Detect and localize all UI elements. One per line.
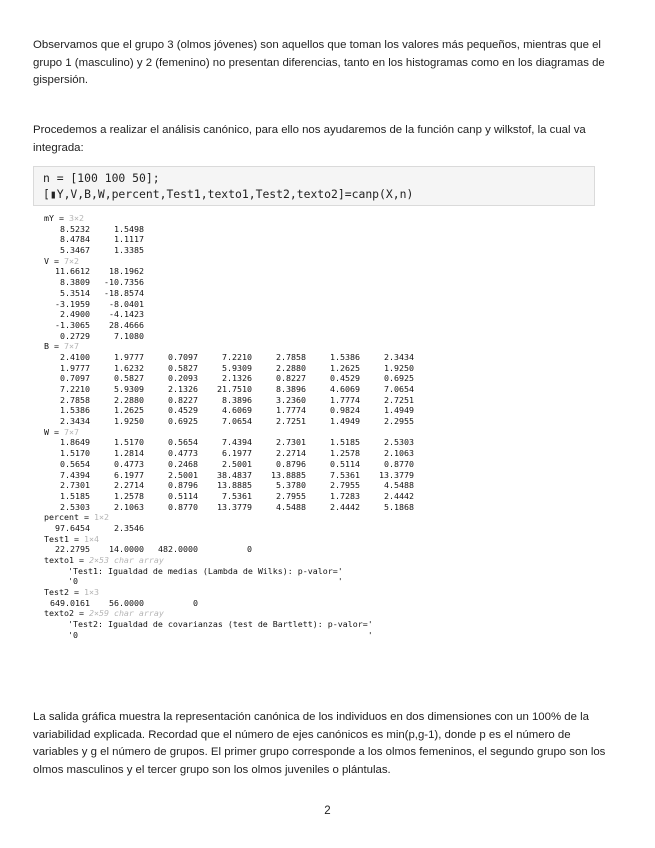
matrix-cell: 2.2714: [114, 480, 144, 491]
matrix-cell: 0.8770: [168, 501, 198, 512]
matrix-cell: -18.8574: [104, 287, 144, 298]
var-header-percent: [44, 512, 414, 523]
matrix-cell: 2.3434: [60, 416, 90, 427]
matrix-cell: 5.1868: [384, 501, 414, 512]
matrix-cell: 6.1977: [114, 469, 144, 480]
matrix-cell: 7.5361: [330, 469, 360, 480]
var-dims: 2×59 char array: [88, 608, 164, 619]
matrix-cell: 8.3809: [60, 277, 90, 288]
matrix-cell: 1.5386: [60, 405, 90, 416]
matrix-cell: 1.2578: [330, 448, 360, 459]
matrix-cell: 2.2714: [276, 448, 306, 459]
matrix-row: [44, 416, 414, 427]
matrix-cell: 5.3467: [60, 245, 90, 256]
matrix-cell: 1.4949: [384, 405, 414, 416]
matrix-cell: 2.7858: [60, 394, 90, 405]
matrix-cell: 1.1117: [114, 234, 144, 245]
matrix-cell: 2.2955: [384, 416, 414, 427]
matrix-cell: 2.1326: [168, 384, 198, 394]
matrix-cell: 0.4529: [330, 373, 360, 384]
matrix-cell: 2.4442: [384, 490, 414, 501]
matrix-cell: 38.4837: [217, 469, 252, 480]
char-array-line: '0 ': [68, 629, 373, 640]
var-name: texto2 =: [44, 608, 89, 619]
matrix-cell: 0.7097: [60, 373, 90, 384]
matrix-cell: 1.9250: [384, 362, 414, 373]
matrix-cell: 4.6069: [222, 405, 252, 416]
matrix-cell: 2.5303: [384, 437, 414, 448]
matrix-cell: 2.4900: [60, 309, 90, 320]
matrix-cell: 13.8885: [217, 480, 252, 491]
matrix-row: [44, 309, 414, 320]
matrix-cell: 4.5488: [276, 501, 306, 512]
matrix-cell: 7.0654: [384, 384, 414, 394]
matrix-row: [44, 245, 414, 256]
matrix-row: [44, 277, 414, 288]
matrix-cell: 1.3385: [114, 245, 144, 256]
matrix-cell: 1.7283: [330, 490, 360, 501]
matrix-cell: 5.9309: [222, 362, 252, 373]
matrix-cell: 0.8770: [384, 458, 414, 469]
matrix-cell: 1.5185: [60, 490, 90, 501]
matrix-cell: 7.4394: [222, 437, 252, 448]
matrix-cell: 1.7774: [276, 405, 306, 416]
matrix-row: [44, 352, 414, 363]
matrix-cell: 1.6232: [114, 362, 144, 373]
matrix-row: [44, 224, 414, 235]
matrix-cell: 97.6454: [55, 522, 90, 533]
paragraph-procedure: Procedemos a realizar el análisis canónico, para ello nos ayudaremos de la función canp y wilkstof, la cual va integrada:: [33, 124, 586, 154]
matrix-cell: 2.5001: [168, 469, 198, 480]
matrix-row: [44, 373, 414, 384]
matrix-cell: 2.7251: [276, 416, 306, 427]
matrix-cell: 2.7858: [276, 351, 306, 362]
var-header-my: [44, 213, 414, 224]
var-dims: 7×7: [63, 426, 79, 437]
matrix-cell: 2.1063: [384, 448, 414, 459]
var-dims: 1×2: [93, 512, 109, 523]
matrix-cell: 7.2210: [222, 351, 252, 362]
matrix-row: [44, 448, 414, 459]
matrix-row: [44, 405, 414, 416]
matrix-row: [44, 266, 414, 277]
matrix-cell: -10.7356: [104, 277, 144, 288]
var-header-texto1: [44, 555, 414, 566]
code-line-2: [▮Y,V,B,W,percent,Test1,texto1,Test2,texto2]=canp(X,n): [43, 186, 414, 201]
var-header-w: [44, 427, 414, 438]
matrix-cell: 0: [247, 544, 252, 555]
char-array-line: 'Test2: Igualdad de covarianzas (test de Bartlett): p-valor=': [68, 619, 373, 630]
var-header-texto2: [44, 608, 414, 619]
matrix-cell: 5.3514: [60, 287, 90, 298]
var-header-test2: [44, 587, 414, 598]
matrix-cell: 0.8227: [168, 394, 198, 405]
var-name: Test1 =: [44, 533, 84, 544]
matrix-cell: 2.3546: [114, 522, 144, 533]
matrix-cell: 0.5827: [114, 373, 144, 384]
matrix-cell: 0.5114: [330, 458, 360, 469]
matrix-cell: 0.8227: [276, 373, 306, 384]
matrix-cell: 5.3780: [276, 480, 306, 491]
paragraph-graphical-output: La salida gráfica muestra la representación canónica de los individuos en dos dimensiones con un 100% de la variabilidad explicada. Recordad que el número de ejes canónicos es min(p,g-1), donde p es el número de variables y g el número de grupos. El primer grupo corresponde a los olmos femeninos, el segundo grupo son los olmos masculinos y el tercer grupo son los olmos juveniles o plántulas.: [33, 711, 606, 776]
matrix-row: [44, 459, 414, 470]
matrix-cell: 1.5170: [114, 437, 144, 448]
matrix-cell: 2.2880: [114, 394, 144, 405]
var-name: texto1 =: [44, 555, 89, 565]
matrix-row: [44, 437, 414, 448]
char-array-line: '0 ': [68, 576, 343, 587]
matrix-cell: 13.3779: [379, 469, 414, 480]
matrix-cell: 2.7955: [330, 480, 360, 491]
matrix-cell: 18.1962: [109, 266, 144, 277]
paragraph-observation: Observamos que el grupo 3 (olmos jóvenes) son aquellos que toman los valores más pequeños, mientras que el grupo 1 (masculino) y 2 (femenino) no presentan diferencias, tanto en los histogramas como en los diagramas de gispersión.: [33, 39, 605, 87]
matrix-cell: 1.2625: [330, 362, 360, 373]
var-header-test1: [44, 534, 414, 545]
matrix-cell: -8.0401: [109, 298, 144, 309]
matrix-cell: 1.9777: [114, 351, 144, 362]
var-name: V =: [44, 255, 64, 266]
var-name: W =: [44, 426, 64, 437]
matrix-cell: 0.5827: [168, 362, 198, 373]
char-array-line: 'Test1: Igualdad de medias (Lambda de Wilks): p-valor=': [68, 565, 343, 576]
matrix-cell: 1.9250: [114, 416, 144, 427]
matrix-cell: 0.8796: [276, 458, 306, 469]
matrix-cell: 2.1063: [114, 501, 144, 512]
matrix-row: [44, 502, 414, 513]
matrix-cell: 56.0000: [109, 597, 144, 608]
matrix-cell: 7.0654: [222, 416, 252, 427]
matrix-cell: 8.3896: [276, 384, 306, 394]
var-dims: 3×2: [68, 213, 84, 223]
matrix-cell: 1.5185: [330, 437, 360, 448]
matrix-cell: 0.6925: [384, 373, 414, 384]
var-dims: 1×3: [83, 587, 99, 598]
matrix-cell: 1.2578: [114, 490, 144, 501]
matrix-row: [44, 523, 414, 534]
matrix-cell: -4.1423: [109, 309, 144, 320]
matrix-cell: 0.5654: [60, 458, 90, 469]
matrix-cell: 4.6069: [330, 384, 360, 394]
matrix-cell: 482.0000: [158, 544, 198, 555]
matrix-row: [44, 299, 414, 310]
matrix-row: [44, 470, 414, 481]
matrix-cell: 0.2729: [60, 330, 90, 341]
matrix-cell: 28.4666: [109, 319, 144, 330]
matrix-row: [44, 384, 414, 395]
matrix-cell: 8.4784: [60, 234, 90, 245]
matrix-cell: 21.7510: [217, 384, 252, 394]
var-dims: 7×7: [63, 341, 79, 352]
matrix-cell: 3.2360: [276, 394, 306, 405]
matrix-cell: 2.3434: [384, 351, 414, 362]
matrix-cell: 0.5114: [168, 490, 198, 501]
var-dims: 1×4: [83, 533, 99, 544]
matrix-cell: 2.5001: [222, 458, 252, 469]
code-block[interactable]: [33, 166, 595, 206]
var-name: mY =: [44, 213, 69, 223]
matrix-row: [44, 288, 414, 299]
matrix-cell: -3.1959: [55, 298, 90, 309]
matrix-cell: 1.2814: [114, 448, 144, 459]
matrix-cell: 1.2625: [114, 405, 144, 416]
matrix-cell: 1.5386: [330, 351, 360, 362]
matrix-cell: 0.2468: [168, 458, 198, 469]
matrix-cell: 14.0000: [109, 544, 144, 555]
matrix-cell: 2.7301: [276, 437, 306, 448]
matrix-cell: 0.6925: [168, 416, 198, 427]
matrix-cell: 22.2795: [55, 544, 90, 555]
command-output: [44, 213, 414, 641]
matrix-cell: -1.3065: [55, 319, 90, 330]
matrix-cell: 1.8649: [60, 437, 90, 448]
matrix-cell: 2.5303: [60, 501, 90, 512]
var-header-v: [44, 256, 414, 267]
matrix-cell: 2.1326: [222, 373, 252, 384]
matrix-cell: 2.4100: [60, 351, 90, 362]
matrix-cell: 0.2093: [168, 373, 198, 384]
matrix-cell: 0.5654: [168, 437, 198, 448]
matrix-row: [44, 331, 414, 342]
matrix-cell: 7.1080: [114, 330, 144, 341]
matrix-cell: 6.1977: [222, 448, 252, 459]
matrix-cell: 2.2880: [276, 362, 306, 373]
matrix-cell: 2.4442: [330, 501, 360, 512]
var-header-b: [44, 341, 414, 352]
matrix-cell: 2.7251: [384, 394, 414, 405]
matrix-cell: 0: [193, 597, 198, 608]
matrix-cell: 8.5232: [60, 223, 90, 234]
matrix-cell: 11.6612: [55, 266, 90, 277]
matrix-cell: 0.7097: [168, 351, 198, 362]
code-line-1: n = [100 100 50];: [43, 171, 160, 185]
matrix-row: [44, 395, 414, 406]
matrix-row: [44, 491, 414, 502]
var-name: B =: [44, 341, 64, 352]
matrix-cell: 5.9309: [114, 384, 144, 394]
var-dims: 2×53 char array: [88, 555, 164, 565]
matrix-cell: 13.8885: [271, 469, 306, 480]
matrix-cell: 7.4394: [60, 469, 90, 480]
matrix-row: [44, 363, 414, 374]
var-name: Test2 =: [44, 587, 84, 598]
matrix-cell: 0.4529: [168, 405, 198, 416]
matrix-cell: 4.5488: [384, 480, 414, 491]
matrix-cell: 0.4773: [168, 448, 198, 459]
matrix-cell: 2.7301: [60, 480, 90, 491]
matrix-cell: 1.9777: [60, 362, 90, 373]
matrix-cell: 7.2210: [60, 384, 90, 394]
matrix-cell: 1.7774: [330, 394, 360, 405]
matrix-cell: 0.8796: [168, 480, 198, 491]
var-dims: 7×2: [63, 255, 79, 266]
matrix-cell: 1.5498: [114, 223, 144, 234]
matrix-cell: 7.5361: [222, 490, 252, 501]
page-number: 2: [324, 805, 331, 817]
matrix-cell: 649.0161: [50, 597, 90, 608]
matrix-cell: 13.3779: [217, 501, 252, 512]
matrix-cell: 0.4773: [114, 458, 144, 469]
var-name: percent =: [44, 512, 94, 523]
matrix-cell: 8.3896: [222, 394, 252, 405]
matrix-row: [44, 480, 414, 491]
matrix-row: [44, 598, 414, 609]
matrix-cell: 1.5170: [60, 448, 90, 459]
matrix-cell: 1.4949: [330, 416, 360, 427]
matrix-cell: 0.9824: [330, 405, 360, 416]
matrix-row: [44, 320, 414, 331]
matrix-cell: 2.7955: [276, 490, 306, 501]
matrix-row: [44, 544, 414, 555]
matrix-row: [44, 234, 414, 245]
